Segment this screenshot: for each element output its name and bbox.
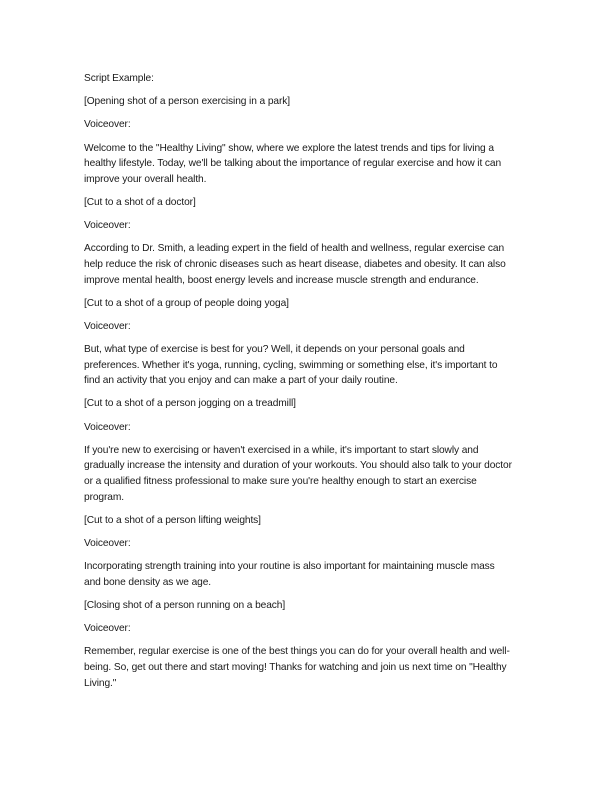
speaker-label [84, 319, 534, 335]
script-content [84, 71, 534, 699]
dialogue-line: Remember, regular exercise is one of the best things you can do for your overall health and well- [84, 646, 510, 658]
direction-line: [Cut to a shot of a doctor] [84, 196, 196, 208]
speaker-label [84, 218, 534, 234]
heading-text: Script Example: [84, 73, 154, 84]
dialogue-line: Welcome to the "Healthy Living" show, where we explore the latest trends and tips for living a [84, 142, 494, 154]
dialogue-line: being. So, get out there and start moving! Thanks for watching and join us next time on "Healthy [84, 661, 507, 673]
dialogue-paragraph [84, 559, 534, 590]
speaker-label [84, 536, 534, 552]
dialogue-line: or a qualified fitness professional to make sure you're healthy enough to start an exercise [84, 476, 477, 487]
dialogue-line: Living." [84, 677, 117, 689]
dialogue-line: program. [84, 491, 124, 503]
speaker-line: Voiceover: [84, 421, 131, 433]
dialogue-line: gradually increase the intensity and duration of your workouts. You should also talk to your doctor [84, 460, 512, 472]
script-heading [84, 71, 534, 87]
dialogue-paragraph [84, 342, 534, 389]
stage-direction [84, 94, 534, 110]
dialogue-line: and bone density as we age. [84, 576, 212, 588]
speaker-line: Voiceover: [84, 320, 131, 332]
dialogue-line: improve mental health, boost energy levels and increase muscle strength and endurance. [84, 274, 479, 286]
speaker-label [84, 420, 534, 436]
direction-line: [Cut to a shot of a group of people doing yoga] [84, 297, 289, 309]
speaker-line: Voiceover: [84, 623, 131, 635]
dialogue-paragraph [84, 443, 534, 505]
dialogue-line: healthy lifestyle. Today, we'll be talking about the importance of regular exercise and how it can [84, 158, 502, 170]
speaker-line: Voiceover: [84, 537, 131, 549]
stage-direction [84, 598, 534, 614]
direction-line: [Cut to a shot of a person jogging on a treadmill] [84, 398, 296, 410]
speaker-line: Voiceover: [84, 119, 131, 131]
speaker-line: Voiceover: [84, 220, 131, 232]
dialogue-line: preferences. Whether it's yoga, running, cycling, swimming or something else, it's important to [84, 359, 498, 371]
stage-direction [84, 513, 534, 529]
dialogue-line: Incorporating strength training into your routine is also important for maintaining muscle mass [84, 561, 495, 573]
dialogue-paragraph [84, 241, 534, 288]
dialogue-line: According to Dr. Smith, a leading expert in the field of health and wellness, regular exercise can [84, 243, 505, 255]
stage-direction [84, 396, 534, 412]
dialogue-line: But, what type of exercise is best for you? Well, it depends on your personal goals and [84, 344, 465, 356]
stage-direction [84, 296, 534, 312]
dialogue-line: If you're new to exercising or haven't exercised in a while, it's important to start slowly and [84, 444, 479, 456]
dialogue-line: find an activity that you enjoy and can make a part of your daily routine. [84, 375, 398, 387]
dialogue-line: help reduce the risk of chronic diseases such as heart disease, diabetes and obesity. It can also [84, 258, 506, 270]
stage-direction [84, 195, 534, 211]
dialogue-line: improve your overall health. [84, 173, 207, 185]
speaker-label [84, 117, 534, 133]
dialogue-paragraph [84, 644, 534, 691]
direction-line: [Cut to a shot of a person lifting weights] [84, 514, 261, 526]
dialogue-paragraph [84, 141, 534, 188]
speaker-label [84, 621, 534, 637]
direction-line: [Opening shot of a person exercising in a park] [84, 96, 290, 108]
direction-line: [Closing shot of a person running on a beach] [84, 599, 286, 611]
